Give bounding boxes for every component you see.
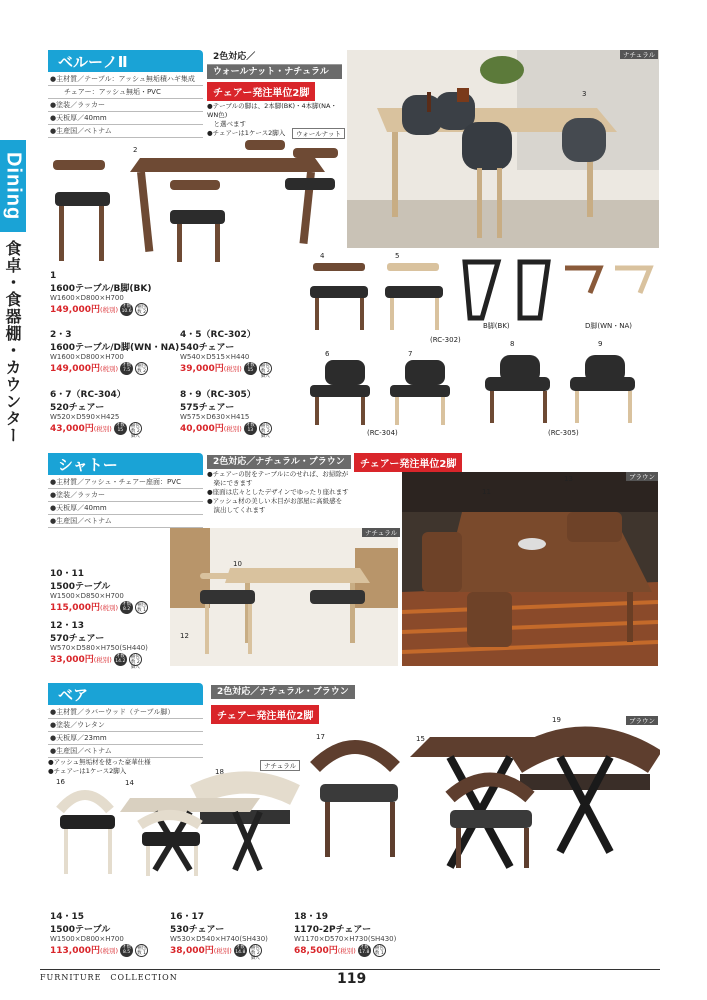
label-brown-bear: ブラウン xyxy=(626,716,658,725)
photo-beruno-natural xyxy=(347,50,659,248)
section-title-chateau: シャトー xyxy=(48,453,203,475)
label-brown: ブラウン xyxy=(626,472,658,481)
side-category-label: 食卓・食器棚・カウンター xyxy=(3,240,22,444)
notes-bear: ●アッシュ無垢材を使った豪華仕様 ●チェアーは1ケース2脚入 xyxy=(48,758,151,775)
num-9: 9 xyxy=(598,340,603,348)
num-5: 5 xyxy=(395,252,400,260)
image-legs xyxy=(460,258,655,328)
leg-b-label: B脚(BK) xyxy=(483,322,510,330)
image-chairs-rc304-rc305 xyxy=(305,355,655,430)
image-beruno-walnut-set xyxy=(45,140,345,265)
photo-chateau-natural xyxy=(170,528,398,666)
section-title-bear: ベア xyxy=(48,683,203,705)
num-11: 11 xyxy=(482,488,491,496)
page-number: 119 xyxy=(337,971,367,987)
num-13: 13 xyxy=(564,475,573,483)
num-12: 12 xyxy=(180,632,189,640)
order-unit-tag: チェアー発注単位2脚 xyxy=(207,82,315,101)
num-8: 8 xyxy=(510,340,515,348)
notes-beruno: ●テーブルの脚は、2本脚(BK)・4本脚(NA・WN色) と選べます ●チェアーは1ケース2脚入 xyxy=(207,102,337,137)
num-18: 18 xyxy=(215,768,224,776)
section-title-beruno: ベルーノⅡ xyxy=(48,50,203,72)
image-bear-natural-set xyxy=(50,770,300,880)
num-7: 7 xyxy=(408,350,413,358)
item-4-5: 4・5（RC-302） 540チェアー W540×D515×H440 39,000円(税別) 才数 15梱包数 2脚入 xyxy=(180,330,270,379)
item-12-13: 12・13 570チェアー W570×D580×H750(SH440) 33,000円(税別) 才数 14.2梱包数 2脚入 xyxy=(50,621,148,670)
leg-d-label: D脚(WN・NA) xyxy=(585,322,633,330)
num-15: 15 xyxy=(416,735,425,743)
item-18-19: 18・19 1170-2Pチェアー W1170×D570×H730(SH430) 68,500円(税別) 才数 17.8梱包数 1 xyxy=(294,912,397,956)
num-14: 14 xyxy=(125,779,134,787)
rc302-label: (RC-302) xyxy=(430,336,461,344)
specs-beruno: ●主材質／テーブル：アッシュ無垢積ハギ集成 チェアー：アッシュ無垢・PVC ●塗装／ラッカー ●天板厚／40mm ●生産国／ベトナム xyxy=(48,73,203,138)
item-8-9: 8・9（RC-305） 575チェアー W575×D630×H415 40,000円(税別) 才数 13梱包数 2脚入 xyxy=(180,390,270,439)
color-tag-chateau: 2色対応／ナチュラル・ブラウン xyxy=(207,455,351,469)
item-1: 1 1600テーブル/B脚(BK) W1600×D800×H700 149,000円(税別) 才数 10.6梱包数 2 xyxy=(50,271,152,315)
footer-brand: FURNITURE COLLECTION xyxy=(40,973,178,982)
specs-bear: ●主材質／ラバーウッド（テーブル脚） ●塗装／ウレタン ●天板厚／23mm ●生産国／ベトナム xyxy=(48,706,203,758)
num-6: 6 xyxy=(325,350,330,358)
label-natural: ナチュラル xyxy=(620,50,658,59)
footer-divider xyxy=(40,969,660,970)
order-unit-tag-chateau: チェアー発注単位2脚 xyxy=(354,453,462,472)
item-14-15: 14・15 1500テーブル W1500×D800×H700 113,000円(税別) 才数 8.5梱包数 1 xyxy=(50,912,147,956)
num-19: 19 xyxy=(552,716,561,724)
image-chairs-rc302 xyxy=(305,258,455,338)
num-2: 2 xyxy=(133,146,138,154)
num-10: 10 xyxy=(233,560,242,568)
num-17: 17 xyxy=(316,733,325,741)
image-bear-brown-set xyxy=(300,722,660,872)
side-tab-dining[interactable]: Dining xyxy=(0,140,26,232)
notes-chateau: ●チェアーの肘をテーブルにのせれば、お掃除が 楽にできます ●座面は広々としたデザインでゆったり座れます ●アッシュ材の美しい木目がお部屋に高級感を 演出してくれます xyxy=(207,470,349,514)
item-6-7: 6・7（RC-304） 520チェアー W520×D590×H425 43,000円(税別) 才数 15梱包数 2脚入 xyxy=(50,390,140,439)
num-16: 16 xyxy=(56,778,65,786)
rc305-label: (RC-305) xyxy=(548,429,579,437)
item-16-17: 16・17 530チェアー W530×D540×H740(SH430) 38,000円(税別) 才数 14.8梱包数 2脚入 xyxy=(170,912,268,961)
item-2-3: 2・3 1600テーブル/D脚(WN・NA) W1600×D800×H700 149,000円(税別) 才数 7.5梱包数 2 xyxy=(50,330,180,374)
order-unit-tag-bear: チェアー発注単位2脚 xyxy=(211,705,319,724)
specs-chateau: ●主材質／アッシュ・チェアー座面：PVC ●塗装／ラッカー ●天板厚／40mm ●生産国／ベトナム xyxy=(48,476,203,528)
photo-chateau-brown xyxy=(402,472,658,666)
label-natural-bear: ナチュラル xyxy=(260,760,300,771)
label-walnut: ウォールナット xyxy=(292,128,345,139)
num-4: 4 xyxy=(320,252,325,260)
rc304-label: (RC-304) xyxy=(367,429,398,437)
label-natural-chateau: ナチュラル xyxy=(362,528,400,537)
item-10-11: 10・11 1500テーブル W1500×D850×H700 115,000円(税別) 才数 8.2梱包数 1 xyxy=(50,569,147,613)
color-tag-beruno: 2色対応／ ウォールナット・ナチュラル xyxy=(207,50,342,79)
num-3: 3 xyxy=(582,90,587,98)
color-tag-bear: 2色対応／ナチュラル・ブラウン xyxy=(211,685,355,699)
